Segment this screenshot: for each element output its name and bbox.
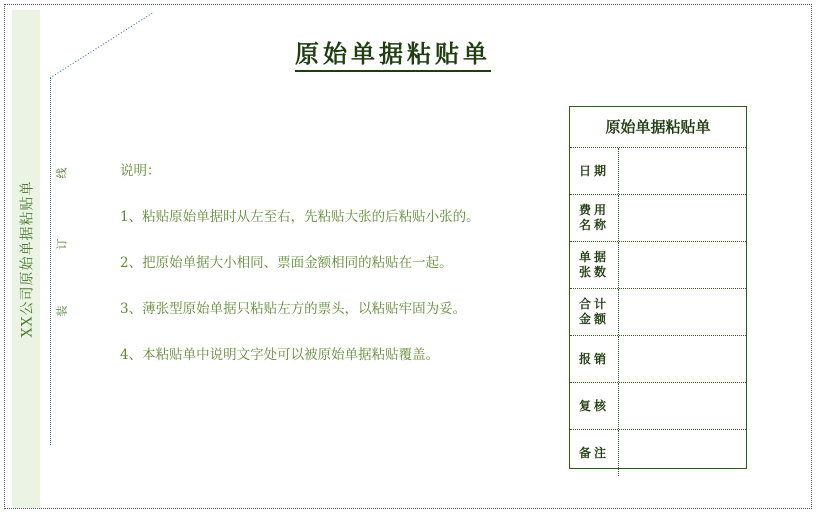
receipt-count-field[interactable] — [619, 242, 746, 288]
instructions — [120, 160, 560, 367]
stub-row-date — [570, 148, 746, 195]
summary-stub-table — [569, 106, 747, 469]
total-amount-field[interactable] — [619, 289, 746, 335]
stub-row-total-amount — [570, 289, 746, 336]
instructions-heading: 说明： — [120, 163, 161, 179]
stub-label: 备注 — [570, 430, 619, 476]
side-label: XX公司原始单据粘贴单 — [19, 180, 35, 338]
reimbursement-field[interactable] — [619, 336, 746, 382]
instruction-item: 1、粘贴原始单据时从左至右，先粘贴大张的后粘贴小张的。 — [120, 209, 480, 225]
stub-label: 单据张数 — [570, 242, 619, 288]
review-field[interactable] — [619, 383, 746, 429]
remarks-field[interactable] — [619, 430, 746, 476]
stub-label: 费用名称 — [570, 195, 619, 241]
binding-mark-mount: 装 — [55, 305, 68, 317]
stub-title: 原始单据粘贴单 — [570, 107, 746, 148]
stub-row-reimbursement — [570, 336, 746, 383]
stub-row-receipt-count — [570, 242, 746, 289]
stub-row-review — [570, 383, 746, 430]
instruction-item: 4、本粘贴单中说明文字处可以被原始单据粘贴覆盖。 — [120, 347, 440, 363]
stub-label: 报销 — [570, 336, 619, 382]
expense-name-field[interactable] — [619, 195, 746, 241]
stub-label: 日期 — [570, 148, 619, 194]
stub-label: 复核 — [570, 383, 619, 429]
binding-mark-bind: 订 — [55, 238, 68, 250]
binding-mark-line: 线 — [55, 167, 68, 179]
instruction-item: 3、薄张型原始单据只粘贴左方的票头，以粘贴牢固为妥。 — [120, 301, 467, 317]
stub-row-expense-name — [570, 195, 746, 242]
instruction-item: 2、把原始单据大小相同、票面金额相同的粘贴在一起。 — [120, 255, 453, 271]
page-title-text: 原始单据粘贴单 — [295, 39, 491, 72]
side-label-wrapper — [12, 10, 40, 508]
binding-line — [50, 78, 51, 445]
page-title — [0, 34, 786, 69]
stub-row-remarks — [570, 430, 746, 476]
date-field[interactable] — [619, 148, 746, 194]
stub-label: 合计金额 — [570, 289, 619, 335]
